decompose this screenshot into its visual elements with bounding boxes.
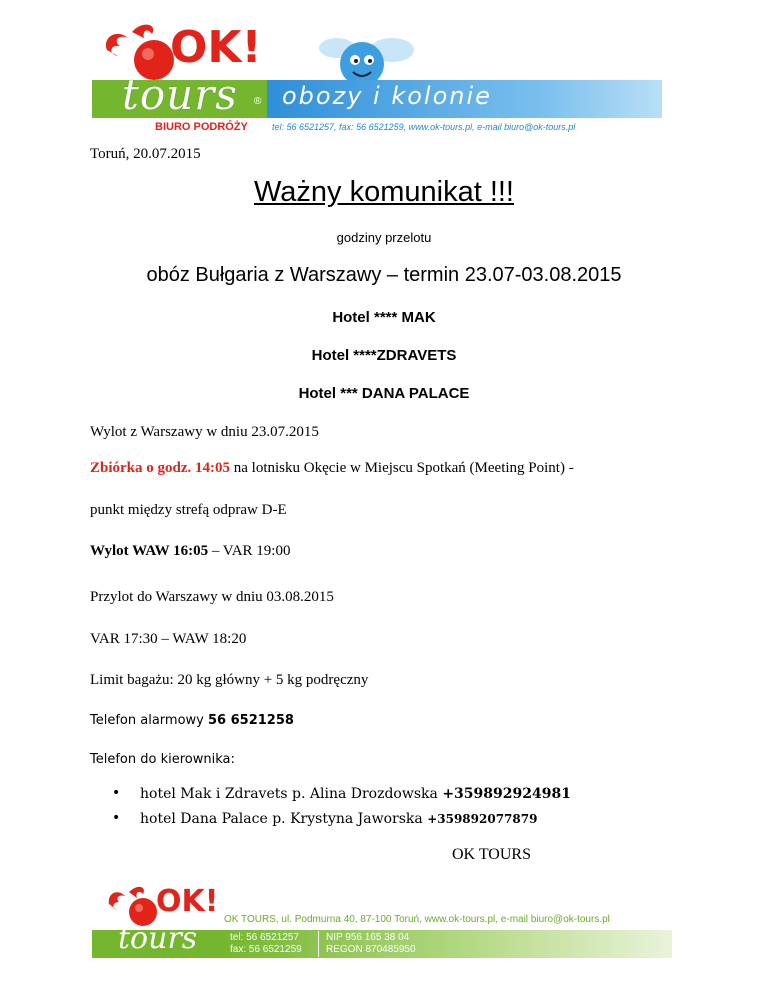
meeting-line — [90, 460, 574, 477]
footer-fax: fax: 56 6521259 — [230, 944, 302, 955]
departure-date: Wylot z Warszawy w dniu 23.07.2015 — [90, 424, 319, 440]
banner-title: obozy i kolonie — [282, 82, 492, 110]
place-date: Toruń, 20.07.2015 — [90, 146, 201, 162]
footer-address: OK TOURS, ul. Podmurna 40, 87-100 Toruń, www.ok-tours.pl, e-mail biuro@ok-tours.pl — [224, 914, 610, 925]
manager-2-phone: +359892077879 — [427, 812, 538, 826]
meeting-line-2: punkt między strefą odpraw D-E — [90, 502, 287, 518]
letterhead-banner — [92, 0, 672, 140]
bullet-icon: • — [112, 785, 121, 801]
footer-banner — [92, 880, 672, 960]
signature: OK TOURS — [452, 846, 531, 863]
registered-mark: ® — [254, 96, 262, 107]
hotel-1: Hotel **** MAK — [332, 309, 436, 326]
meeting-time: Zbiórka o godz. 14:05 — [90, 460, 231, 476]
manager-1-phone: +359892924981 — [442, 786, 571, 802]
emergency-number: 56 6521258 — [207, 713, 294, 728]
flight-out-arrival: – VAR 19:00 — [208, 543, 291, 559]
flight-out-departure: Wylot WAW 16:05 — [90, 543, 209, 559]
return-date: Przylot do Warszawy w dniu 03.08.2015 — [90, 589, 334, 605]
document-title — [0, 176, 768, 209]
manager-label: Telefon do kierownika: — [90, 752, 235, 767]
hotel-2: Hotel ****ZDRAVETS — [311, 347, 457, 364]
hotel-3: Hotel *** DANA PALACE — [298, 385, 470, 402]
bullet-icon: • — [112, 810, 121, 826]
logo-ok-text: OK! — [170, 22, 262, 73]
footer-tel: tel: 56 6521257 — [230, 932, 299, 943]
footer-logo-tours: tours — [118, 921, 198, 956]
flight-out — [90, 543, 290, 560]
subtitle: godziny przelotu — [336, 230, 432, 245]
emergency-label: Telefon alarmowy — [90, 713, 208, 728]
agency-label: BIURO PODRÓŻY — [155, 121, 248, 133]
footer-divider — [318, 931, 319, 957]
manager-2-text: hotel Dana Palace p. Krystyna Jaworska — [140, 811, 428, 827]
footer-nip: NIP 956 165 38 04 — [326, 932, 410, 943]
baggage-limit: Limit bagażu: 20 kg główny + 5 kg podręczny — [90, 672, 369, 688]
title-text: Ważny komunikat !!! — [253, 176, 514, 208]
flight-back: VAR 17:30 – WAW 18:20 — [90, 631, 247, 647]
logo-tours-text: tours — [122, 70, 238, 119]
footer-regon: REGON 870485950 — [326, 944, 416, 955]
manager-1-text: hotel Mak i Zdravets p. Alina Drozdowska — [140, 786, 443, 802]
camp-heading: obóz Bułgaria z Warszawy – termin 23.07-03.08.2015 — [146, 264, 622, 286]
footer-logo-ok: OK! — [156, 884, 219, 919]
emergency-phone — [90, 713, 294, 728]
meeting-place: na lotnisku Okęcie w Miejscu Spotkań (Meeting Point) - — [230, 460, 574, 476]
header-contact-line: tel: 56 6521257, fax: 56 6521259, www.ok-tours.pl, e-mail biuro@ok-tours.pl — [272, 119, 662, 135]
